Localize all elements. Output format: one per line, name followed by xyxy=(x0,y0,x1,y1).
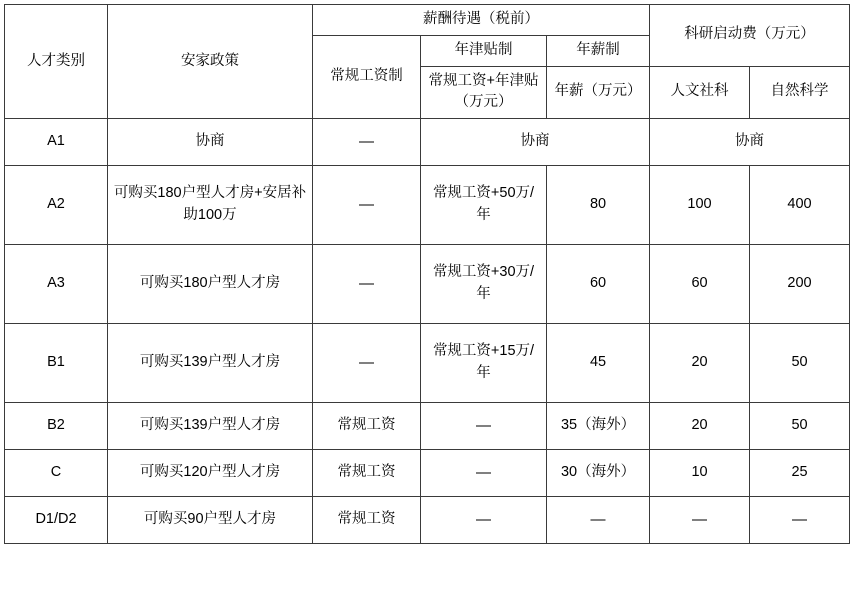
cell-allowance: — xyxy=(421,497,547,544)
cell-regular-salary: 常规工资 xyxy=(313,497,421,544)
cell-category: A2 xyxy=(5,166,108,245)
header-startup-fund-group: 科研启动费（万元） xyxy=(650,5,850,67)
cell-category: B1 xyxy=(5,324,108,403)
cell-humanities-fund: 10 xyxy=(650,450,750,497)
cell-natural-fund: 25 xyxy=(750,450,850,497)
cell-natural-fund: 50 xyxy=(750,324,850,403)
cell-allowance: 常规工资+50万/年 xyxy=(421,166,547,245)
header-regular-plus-allowance: 常规工资+年津贴（万元） xyxy=(421,66,547,119)
cell-natural-fund: 400 xyxy=(750,166,850,245)
header-natural-science: 自然科学 xyxy=(750,66,850,119)
cell-regular-salary: — xyxy=(313,245,421,324)
table-row xyxy=(5,403,850,450)
cell-fund-negotiable: 协商 xyxy=(650,119,850,166)
cell-category: A3 xyxy=(5,245,108,324)
header-annual-salary-system: 年薪制 xyxy=(547,35,650,66)
cell-allowance: 常规工资+30万/年 xyxy=(421,245,547,324)
cell-humanities-fund: 20 xyxy=(650,403,750,450)
cell-housing: 可购买180户型人才房 xyxy=(108,245,313,324)
cell-category: C xyxy=(5,450,108,497)
cell-natural-fund: — xyxy=(750,497,850,544)
table-row xyxy=(5,245,850,324)
talent-policy-table xyxy=(4,4,850,544)
cell-housing: 可购买139户型人才房 xyxy=(108,324,313,403)
header-humanities: 人文社科 xyxy=(650,66,750,119)
cell-regular-salary: 常规工资 xyxy=(313,403,421,450)
header-salary-group: 薪酬待遇（税前） xyxy=(313,5,650,36)
cell-category: D1/D2 xyxy=(5,497,108,544)
cell-regular-salary: 常规工资 xyxy=(313,450,421,497)
cell-salary-negotiable: 协商 xyxy=(421,119,650,166)
cell-annual-salary: 30（海外） xyxy=(547,450,650,497)
header-talent-category: 人才类别 xyxy=(5,5,108,119)
table-row xyxy=(5,324,850,403)
header-housing-policy: 安家政策 xyxy=(108,5,313,119)
cell-allowance: — xyxy=(421,450,547,497)
cell-humanities-fund: 20 xyxy=(650,324,750,403)
cell-natural-fund: 200 xyxy=(750,245,850,324)
cell-housing: 可购买139户型人才房 xyxy=(108,403,313,450)
cell-housing: 可购买90户型人才房 xyxy=(108,497,313,544)
cell-category: B2 xyxy=(5,403,108,450)
cell-annual-salary: 80 xyxy=(547,166,650,245)
cell-housing: 可购买180户型人才房+安居补助100万 xyxy=(108,166,313,245)
cell-allowance: 常规工资+15万/年 xyxy=(421,324,547,403)
cell-regular-salary: — xyxy=(313,166,421,245)
cell-humanities-fund: 60 xyxy=(650,245,750,324)
table-row xyxy=(5,166,850,245)
cell-humanities-fund: 100 xyxy=(650,166,750,245)
cell-annual-salary: 45 xyxy=(547,324,650,403)
header-annual-salary: 年薪（万元） xyxy=(547,66,650,119)
table-row xyxy=(5,497,850,544)
table-header-row-1 xyxy=(5,5,850,36)
cell-category: A1 xyxy=(5,119,108,166)
table-row xyxy=(5,450,850,497)
cell-natural-fund: 50 xyxy=(750,403,850,450)
header-regular-salary-system: 常规工资制 xyxy=(313,35,421,118)
cell-housing: 协商 xyxy=(108,119,313,166)
header-annual-allowance-system: 年津贴制 xyxy=(421,35,547,66)
document-page xyxy=(0,4,854,600)
table-row xyxy=(5,119,850,166)
cell-annual-salary: 35（海外） xyxy=(547,403,650,450)
cell-annual-salary: — xyxy=(547,497,650,544)
cell-allowance: — xyxy=(421,403,547,450)
cell-housing: 可购买120户型人才房 xyxy=(108,450,313,497)
cell-humanities-fund: — xyxy=(650,497,750,544)
cell-regular-salary: — xyxy=(313,324,421,403)
cell-annual-salary: 60 xyxy=(547,245,650,324)
cell-regular-salary: — xyxy=(313,119,421,166)
